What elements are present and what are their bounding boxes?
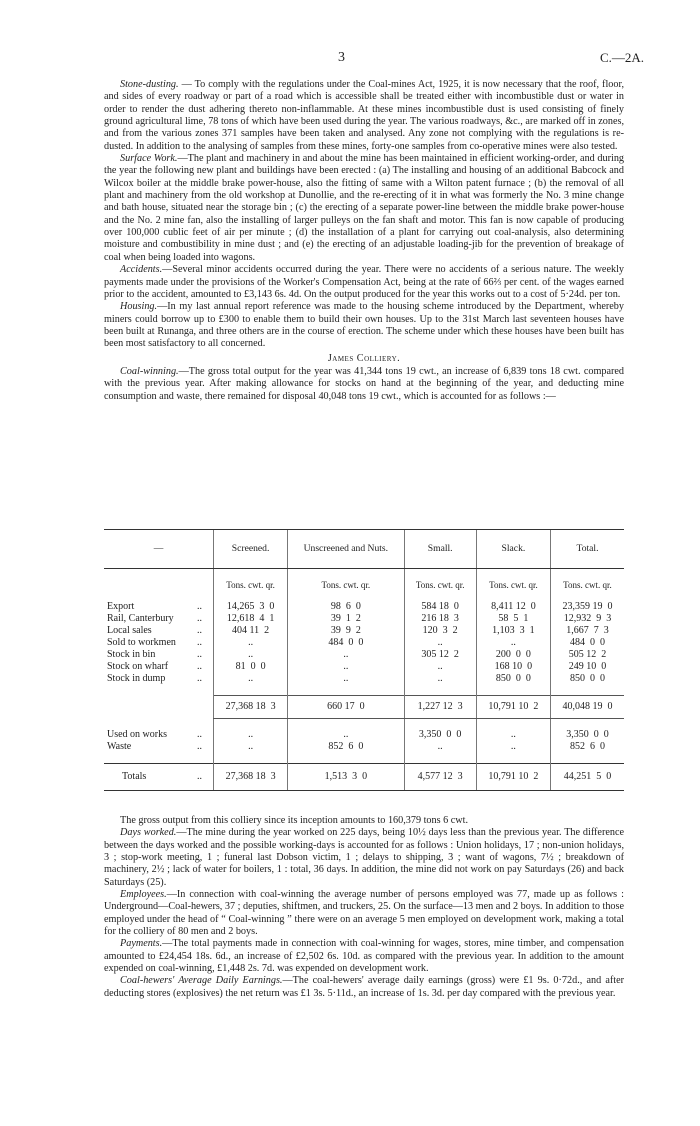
table-cell: 14,265 3 0 [214, 601, 288, 613]
paragraph-gross-output: The gross output from this colliery since its inception amounts to 160,379 tons 6 cwt. [120, 815, 469, 826]
row-label [104, 637, 214, 649]
units-cell: Tons. cwt. qr. [288, 569, 404, 592]
spacer-cell [214, 685, 288, 696]
paragraph-surface-work: Surface Work.—The plant and machinery in and about the mine has been maintained in efficient working-order, and during the year the following new plant and buildings have been erected : (a) The installing and housing of an additional Babcock and Wilcox boiler at the middle brake power-house, also the fitting of same with a Wilton patent furnace ; (b) the removal of all plant and machinery from the old workshop at Dunollie, and the re-erecting of it in what was formerly the No. 3 mine change and bath house, situated near the storage bin ; (c) the erecting of a separate power-line between the middle brake power-house and the No. 2 mine fan, also the installing of larger pulleys on the fan shaft and motor. This fan is now capable of producing over 100,000 cublic feet of air per minute ; (d) the installation of a plant for carrying out coal-analysis, also determining moisture and combustibility in mine dust ; and (e) the erecting of an adjustable loading-jib for the prevention of breakage of coal when being loaded into wagons. [104, 153, 625, 263]
table-cell: 1,667 7 3 [550, 625, 624, 637]
row-label-text: Stock on wharf [107, 661, 169, 672]
spacer-cell [288, 753, 404, 764]
table-cell: .. [404, 637, 476, 649]
spacer-cell [214, 591, 288, 601]
spacer-row [104, 719, 624, 730]
table-cell: 660 17 0 [288, 696, 404, 719]
table-row [104, 729, 624, 741]
leader-dots: .. [197, 741, 202, 752]
paragraph-housing: Housing.—In my last annual report reference was made to the housing scheme introduced by the Department, whereby miners could borrow up to £300 to enable them to build their own houses. Up to the 31st March last seventeen houses have been built at Runanga, and three others are in the course of erection. The scheme under which these houses have been built has been most satisfactory to all concerned. [104, 301, 624, 350]
spacer-row [104, 685, 624, 696]
table-cell: 3,350 0 0 [404, 729, 476, 741]
table-cell: 850 0 0 [476, 673, 550, 685]
table-cell: .. [288, 661, 404, 673]
table-cell: 27,368 18 3 [214, 696, 288, 719]
table-cell: 1,103 3 1 [476, 625, 550, 637]
spacer-cell [476, 719, 550, 730]
table-cell: 8,411 12 0 [476, 601, 550, 613]
spacer-cell [288, 591, 404, 601]
units-cell: Tons. cwt. qr. [476, 569, 550, 592]
table-body [104, 569, 624, 791]
table-cell: 249 10 0 [550, 661, 624, 673]
paragraph-employees: Employees.—In connection with coal-winning the average number of persons employed was 77, made up as follows : Underground—Coal-hewers, 37 ; deputies, shiftmen, and truckers, 25. On the surface—13 men and 2 boys. In addition to those employed under the head of “ Coal-winning ” there were on an average 5 men employed on development work, making a total for the colliery of 80 men and 2 boys. [104, 889, 624, 938]
spacer-cell [550, 753, 624, 764]
paragraph-coal-hewers-earnings: Coal-hewers' Average Daily Earnings.—The coal-hewers' average daily earnings (gross) were £1 9s. 0·72d., and after deducting stores (explosives) the net return was £1 3s. 5·11d., an increase of 1s. 3d. per day compared with the previous year. [104, 975, 624, 999]
table-cell: .. [476, 741, 550, 753]
row-label [104, 613, 214, 625]
table-cell: 40,048 19 0 [550, 696, 624, 719]
body-text-bottom [104, 815, 624, 1000]
table-cell: .. [288, 649, 404, 661]
row-label [104, 649, 214, 661]
table-cell: .. [288, 673, 404, 685]
units-row [104, 569, 624, 592]
paragraph-payments: Payments.—The total payments made in connection with coal-winning for wages, stores, mine timber, and compensation amounted to £24,454 18s. 6d., an increase of £2,502 6s. 10d. as compared with the previous year. In addition to the amount expended on coal-winning, £1,448 2s. 7d. was expended on development work. [104, 938, 624, 975]
table-cell: 39 1 2 [288, 613, 404, 625]
page-number: 3 [338, 50, 345, 65]
body-text-top [104, 79, 624, 403]
table-cell: .. [214, 637, 288, 649]
table-cell: 10,791 10 2 [476, 696, 550, 719]
table-cell: .. [476, 637, 550, 649]
leader-dots: .. [197, 625, 202, 636]
coal-disposal-table [104, 529, 624, 791]
table-cell: 120 3 2 [404, 625, 476, 637]
spacer-cell [288, 719, 404, 730]
spacer-cell [550, 591, 624, 601]
row-label-text: Rail, Canterbury [107, 613, 174, 624]
table-cell: .. [214, 729, 288, 741]
spacer-cell [476, 685, 550, 696]
leader-dots: .. [197, 661, 202, 672]
table-cell: 12,618 4 1 [214, 613, 288, 625]
table-cell: 852 6 0 [550, 741, 624, 753]
paragraph-coal-winning: Coal-winning.—The gross total output for the year was 41,344 tons 19 cwt., an increase of 6,839 tons 18 cwt. compared with the previous year. After making allowance for stocks on hand at the beginning of the year, and deducting mine consumption and waste, there remained for disposal 40,048 tons 19 cwt., which is accounted for as follows :— [104, 365, 624, 402]
subtotal-row [104, 696, 624, 719]
table-cell: .. [404, 673, 476, 685]
table-cell: 81 0 0 [214, 661, 288, 673]
table-cell: 10,791 10 2 [476, 764, 550, 791]
table-cell: 39 9 2 [288, 625, 404, 637]
row-label [104, 601, 214, 613]
spacer-cell [476, 753, 550, 764]
paragraph-accidents: Accidents.—Several minor accidents occurred during the year. There were no accidents of a serious nature. The weekly payments made under the provisions of the Worker's Compensation Act, being at the rate of 66⅔ per cent. of the wages earned prior to the accident, amounted to £3,143 6s. 4d. On the output produced for the year this works out to a cost of 5·24d. per ton. [104, 264, 624, 300]
col-header-blank: — [104, 530, 214, 569]
spacer-cell [104, 719, 214, 730]
row-label-text: Local sales [107, 625, 152, 636]
table-cell: 27,368 18 3 [214, 764, 288, 791]
units-cell: Tons. cwt. qr. [550, 569, 624, 592]
row-label-text: Export [107, 601, 135, 612]
col-header-slack: Slack. [476, 530, 550, 569]
table-cell: 584 18 0 [404, 601, 476, 613]
spacer-cell [476, 591, 550, 601]
spacer-cell [550, 685, 624, 696]
table-cell: 12,932 9 3 [550, 613, 624, 625]
table-cell: 484 0 0 [550, 637, 624, 649]
paragraph-stone-dusting: Stone-dusting. — To comply with the regulations under the Coal-mines Act, 1925, it is now necessary that the roof, floor, and sides of every roadway or part of a road which is accessible shall be treated either with incombustible dust or water in order to render the dust adhering thereto non-inflammable. At these mines incombustible dust is used consisting of finely ground agricultural lime, 78 tons of which have been used during the year. The various roadways, &c., are marked off in zones, and from the various zones 371 samples have been taken and analysed. Any zone not complying with the regulations is re-dusted. In addition to the analysing of samples from these mines, forty-one samples from co-operative mines were also tested. [104, 79, 624, 152]
spacer-row [104, 753, 624, 764]
row-label [104, 741, 214, 753]
col-header-screened: Screened. [214, 530, 288, 569]
table-cell: 58 5 1 [476, 613, 550, 625]
spacer-cell [104, 685, 214, 696]
table-row [104, 741, 624, 753]
table-cell: 168 10 0 [476, 661, 550, 673]
spacer-cell [404, 719, 476, 730]
table-cell: 404 11 2 [214, 625, 288, 637]
row-label [104, 696, 214, 719]
units-cell: Tons. cwt. qr. [214, 569, 288, 592]
table-row [104, 613, 624, 625]
table-cell: 216 18 3 [404, 613, 476, 625]
section-heading-james-colliery: James Colliery. [327, 352, 401, 364]
report-reference: C.—2A. [599, 50, 644, 65]
table-row [104, 649, 624, 661]
table-cell: 1,513 3 0 [288, 764, 404, 791]
leader-dots: .. [197, 771, 202, 782]
spacer-cell [550, 719, 624, 730]
table-cell: .. [404, 661, 476, 673]
table-cell: 4,577 12 3 [404, 764, 476, 791]
leader-dots: .. [197, 613, 202, 624]
table-cell: 850 0 0 [550, 673, 624, 685]
row-label [104, 729, 214, 741]
table-cell: .. [214, 673, 288, 685]
table-cell: 1,227 12 3 [404, 696, 476, 719]
spacer-cell [404, 753, 476, 764]
table-cell: .. [214, 741, 288, 753]
leader-dots: .. [197, 729, 202, 740]
table-cell: .. [404, 741, 476, 753]
row-label-text: Totals [122, 771, 147, 782]
table-cell: 3,350 0 0 [550, 729, 624, 741]
table-cell: 852 6 0 [288, 741, 404, 753]
units-cell: Tons. cwt. qr. [404, 569, 476, 592]
spacer-cell [288, 685, 404, 696]
col-header-unscreened: Unscreened and Nuts. [288, 530, 404, 569]
spacer-cell [214, 753, 288, 764]
spacer-row [104, 591, 624, 601]
paragraph-days-worked: Days worked.—The mine during the year worked on 225 days, being 10½ days less than the previous year. The difference between the days worked and the possible working-days is accounted for as follows : Union holidays, 17 ; non-union holidays, 3 ; stop-work meeting, 1 ; funeral last Dobson victim, 1 ; delays to shipping, 3 ; want of wagons, 7½ ; breakdown of machinery, 2½ ; lack of water for boilers, 1 : total, 36 days. In addition, the mine did not work on pay Saturdays (26) and back Saturdays (25). [104, 827, 624, 888]
spacer-cell [214, 719, 288, 730]
spacer-cell [404, 685, 476, 696]
table-row [104, 673, 624, 685]
leader-dots: .. [197, 601, 202, 612]
table-cell: 44,251 5 0 [550, 764, 624, 791]
totals-row [104, 764, 624, 791]
row-label [104, 625, 214, 637]
row-label-text: Used on works [107, 729, 167, 740]
row-label [104, 673, 214, 685]
leader-dots: .. [197, 673, 202, 684]
spacer-cell [404, 591, 476, 601]
table-cell: 98 6 0 [288, 601, 404, 613]
row-label-text: Stock in bin [107, 649, 156, 660]
col-header-small: Small. [404, 530, 476, 569]
row-label-text: Stock in dump [107, 673, 166, 684]
units-label-cell [104, 569, 214, 592]
table-cell: .. [288, 729, 404, 741]
spacer-cell [104, 753, 214, 764]
leader-dots: .. [197, 637, 202, 648]
row-label-text: Waste [107, 741, 132, 752]
row-label [104, 764, 214, 791]
table-cell: .. [476, 729, 550, 741]
table-cell: 484 0 0 [288, 637, 404, 649]
col-header-total: Total. [550, 530, 624, 569]
table-cell: 200 0 0 [476, 649, 550, 661]
spacer-cell [104, 591, 214, 601]
table-row [104, 661, 624, 673]
leader-dots: .. [197, 649, 202, 660]
row-label [104, 661, 214, 673]
table-cell: 23,359 19 0 [550, 601, 624, 613]
table-cell: 505 12 2 [550, 649, 624, 661]
row-label-text: Sold to workmen [107, 637, 176, 648]
table-header-row [104, 530, 624, 569]
table-row [104, 601, 624, 613]
table-row [104, 625, 624, 637]
table-cell: 305 12 2 [404, 649, 476, 661]
table-cell: .. [214, 649, 288, 661]
table-row [104, 637, 624, 649]
